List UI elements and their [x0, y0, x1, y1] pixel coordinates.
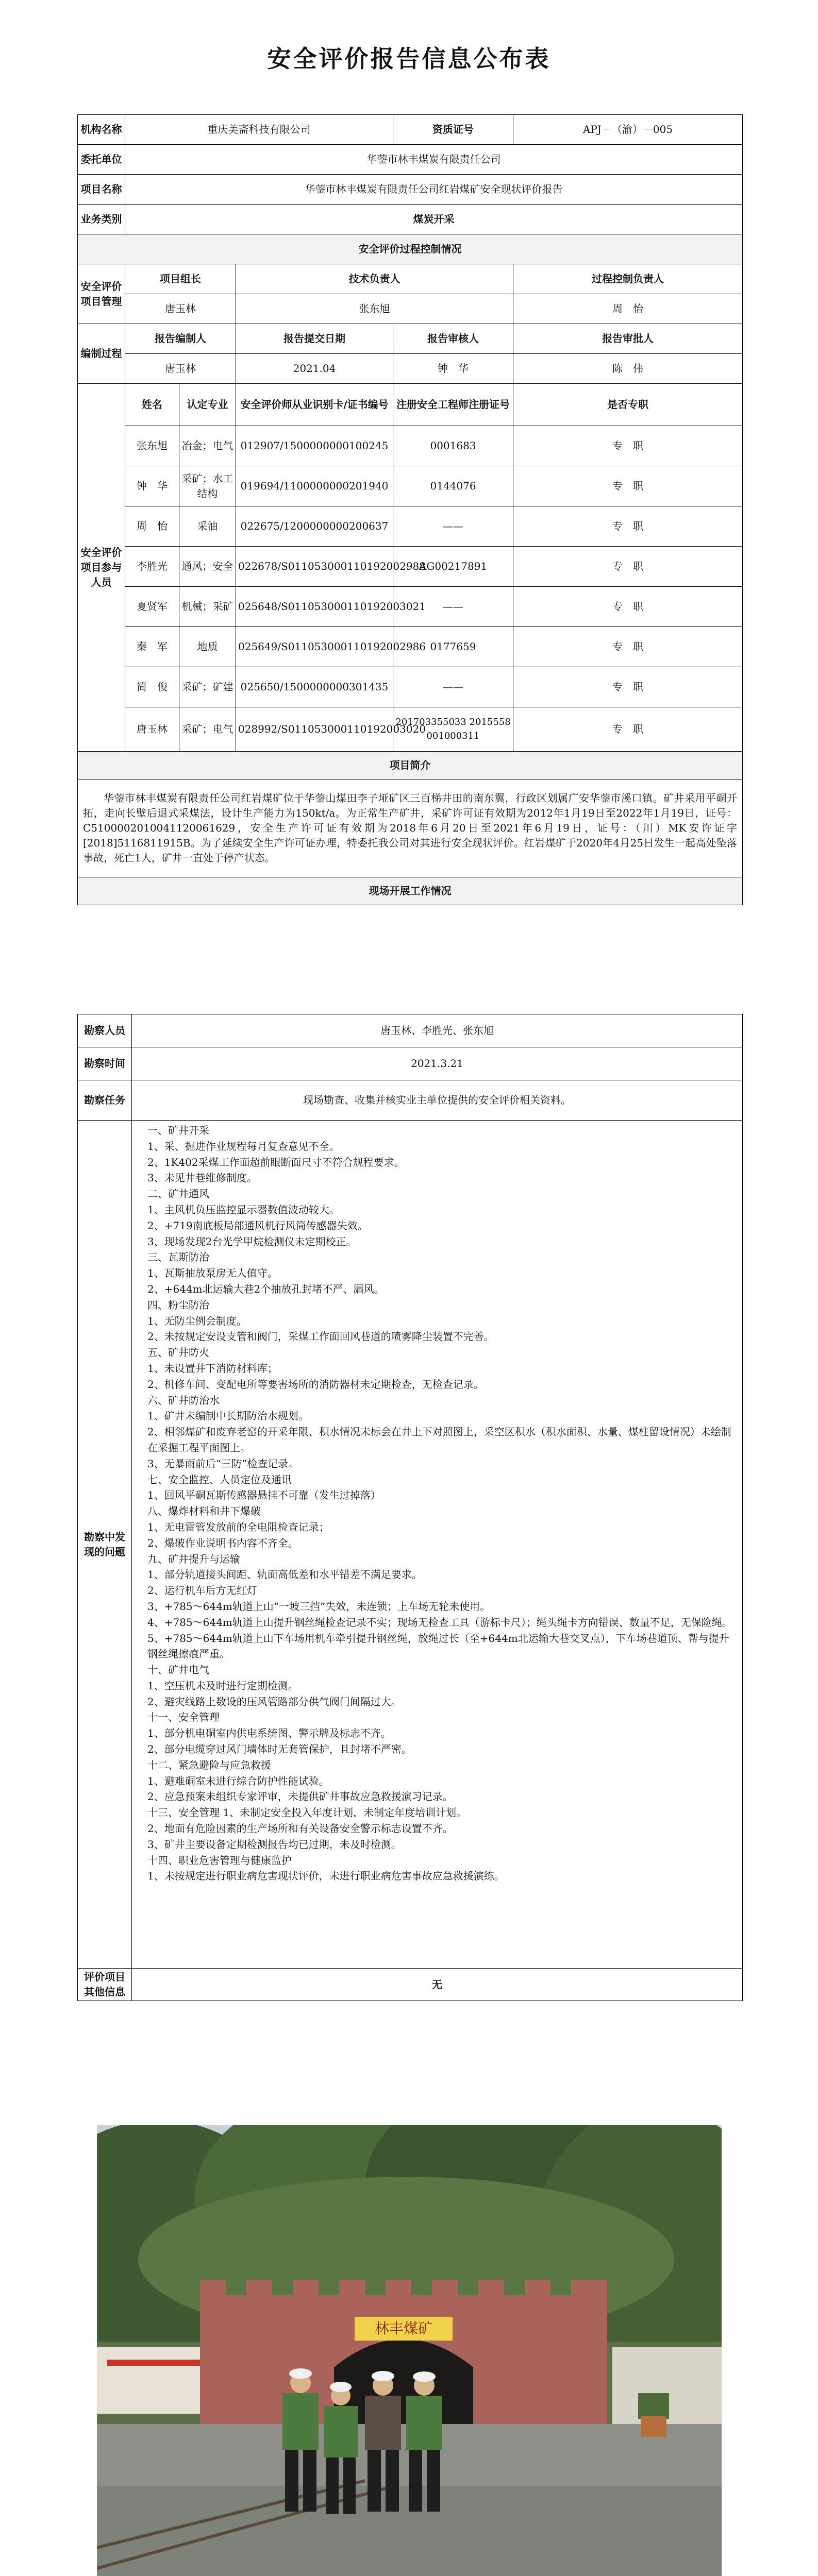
qual-label: 资质证号 [393, 115, 513, 145]
biz-label: 业务类别 [78, 205, 125, 234]
reviewer-label: 报告审核人 [393, 324, 513, 354]
person-full: 专 职 [513, 707, 743, 752]
issue-line: 1、未按规定进行职业病危害现状评价，未进行职业病危害事故应急救援演练。 [147, 1870, 505, 1883]
issue-line: 三、瓦斯防治 [147, 1251, 209, 1264]
biz-value: 煤炭开采 [125, 205, 743, 234]
issue-line: 2、+719南底板局部通风机行风筒传感器失效。 [147, 1219, 368, 1232]
survey-task-label: 勘察任务 [78, 1080, 132, 1121]
leader-label: 项目组长 [125, 264, 236, 294]
person-full: 专 职 [513, 547, 743, 587]
client-label: 委托单位 [78, 145, 125, 175]
issue-line: 5、+785～644m轨道上山下车场用机车牵引提升钢丝绳，放绳过长（至+644m北运输大巷交叉点），下车场巷道顶、帮与提升钢丝绳擦痕严重。 [147, 1632, 729, 1660]
col-full-header: 是否专职 [513, 384, 743, 426]
issue-line: 2、未按规定安设支管和阀门，采煤工作面回风巷道的喷雾降尘装置不完善。 [147, 1330, 494, 1343]
submit-date-label: 报告提交日期 [236, 324, 393, 354]
issue-line: 1、采、掘进作业规程每月复查意见不全。 [147, 1140, 340, 1153]
person-full: 专 职 [513, 466, 743, 506]
issue-line: 2、应急预案未组织专家评审，未提供矿井事故应急救援演习记录。 [147, 1790, 453, 1803]
person-cert: 025650/1500000000301435 [236, 667, 393, 707]
writer-value: 唐玉林 [125, 354, 236, 384]
survey-task-value: 现场勘查、收集并核实业主单位提供的安全评价相关资料。 [132, 1080, 743, 1121]
issue-line: 六、矿井防治水 [147, 1394, 220, 1406]
person-reg: —— [393, 667, 513, 707]
col-reg-header: 注册安全工程师注册证号 [393, 384, 513, 426]
person-full: 专 职 [513, 426, 743, 466]
issue-line: 3、+785～644m轨道上山“一坡三挡”失效，未连锁；上车场无轮未使用。 [147, 1600, 491, 1613]
pm-label: 安全评价项目管理 [78, 264, 125, 324]
intro-text: 华蓥市林丰煤炭有限责任公司红岩煤矿位于华蓥山煤田李子垭矿区三百梯井田的南东翼，行政区划属广安华蓥市溪口镇。矿井采用平硐开拓，走向长壁后退式采煤法，设计生产能力为150kt/a。为正常生产矿井，采矿许可证有效期为2012年1月19日至2022年1月19日，证号：C5100002010041120061629，安全生产许可证有效期为2018年6月20日至2021年6月19日，证号：（川）MK安许证字[2018]5116811915B。为了延续安全生产许可证办理，特委托我公司对其进行安全现状评价。红岩煤矿于2020年4月25日发生一起高处坠落事故，死亡1人，矿井一直处于停产状态。 [78, 779, 743, 877]
issue-line: 2、1K402采煤工作面超前眼断面尺寸不符合规程要求。 [147, 1156, 405, 1168]
leader-value: 唐玉林 [125, 294, 236, 324]
org-label: 机构名称 [78, 115, 125, 145]
org-value: 重庆美斋科技有限公司 [125, 115, 393, 145]
col-cert-header: 安全评价师从业识别卡/证书编号 [236, 384, 393, 426]
person-reg: 0177659 [393, 627, 513, 667]
issue-line: 一、矿井开采 [147, 1124, 209, 1137]
participants-label: 安全评价项目参与人员 [78, 384, 125, 752]
issue-line: 3、无暴雨前后“三防”检查记录。 [147, 1457, 299, 1470]
issue-line: 1、未设置井下消防材料库； [147, 1362, 278, 1375]
issue-line: 1、无防尘例会制度。 [147, 1314, 247, 1327]
person-full: 专 职 [513, 667, 743, 707]
issue-line: 五、矿井防火 [147, 1346, 209, 1359]
person-cert: 025649/S011053000110192002986 [236, 627, 393, 667]
project-value: 华蓥市林丰煤炭有限责任公司红岩煤矿安全现状评价报告 [125, 175, 743, 205]
person-row [78, 707, 743, 752]
issue-line: 1、空压机未及时进行定期检测。 [147, 1679, 298, 1692]
issue-line: 十、矿井电气 [147, 1664, 209, 1676]
issue-line: 十二、紧急避险与应急救援 [147, 1758, 271, 1771]
person-full: 专 职 [513, 627, 743, 667]
issue-line: 4、+785～644m轨道上山提升钢丝绳检查记录不实；现场无检查工具（游标卡尺）；绳头绳卡方向错误、数量不足，无保险绳。 [147, 1616, 732, 1629]
person-cert: 022678/S011053000110192002988 [236, 547, 393, 587]
tech-label: 技术负责人 [236, 264, 513, 294]
person-row [78, 587, 743, 627]
other-label: 评价项目其他信息 [78, 1969, 132, 2001]
person-row [78, 627, 743, 667]
issue-line: 1、主风机负压监控显示器数值波动较大。 [147, 1203, 340, 1216]
person-full: 专 职 [513, 587, 743, 627]
person-row [78, 506, 743, 547]
qual-value: APJ－（渝）－005 [513, 115, 743, 145]
other-value: 无 [132, 1969, 743, 2001]
person-name: 简 俊 [125, 667, 179, 707]
issue-line: 2、部分电缆穿过风门墙体时无套管保护，且封堵不严密。 [147, 1743, 412, 1756]
issue-line: 1、矿井未编制中长期防治水规划。 [147, 1410, 309, 1422]
issue-line: 四、粉尘防治 [147, 1298, 209, 1311]
person-reg: —— [393, 506, 513, 547]
person-major: 采油 [179, 506, 236, 547]
person-name: 夏贤军 [125, 587, 179, 627]
issue-line: 八、爆炸材料和井下爆破 [147, 1505, 261, 1518]
approver-value: 陈 伟 [513, 354, 743, 384]
person-cert: 025648/S011053000110192003021 [236, 587, 393, 627]
info-table [77, 114, 743, 905]
person-major: 采矿；电气 [179, 707, 236, 752]
person-major: 采矿；矿建 [179, 667, 236, 707]
issue-line: 2、避灾线路上数设的压风管路部分供气阀门间隔过大。 [147, 1695, 402, 1708]
issue-line: 十一、安全管理 [147, 1711, 220, 1724]
issue-line: 七、安全监控、人员定位及通讯 [147, 1473, 292, 1486]
approver-label: 报告审批人 [513, 324, 743, 354]
issue-line: 3、现场发现2台光学甲烷检测仪未定期校正。 [147, 1235, 357, 1248]
person-cert: 022675/1200000000200637 [236, 506, 393, 547]
person-reg: 0001683 [393, 426, 513, 466]
project-label: 项目名称 [78, 175, 125, 205]
survey-time-value: 2021.3.21 [132, 1047, 743, 1080]
writer-label: 报告编制人 [125, 324, 236, 354]
client-value: 华蓥市林丰煤炭有限责任公司 [125, 145, 743, 175]
person-reg: AG00217891 [393, 547, 513, 587]
issue-line: 十四、职业危害管理与健康监护 [147, 1854, 292, 1867]
issue-line: 2、地面有危险因素的生产场所和有关设备安全警示标志设置不齐。 [147, 1822, 453, 1835]
photo-sign-text: 林丰煤矿 [374, 2320, 433, 2337]
issue-line: 1、回风平硐瓦斯传感器悬挂不可靠（发生过掉落） [147, 1489, 381, 1502]
issues-label: 勘察中发现的问题 [78, 1121, 132, 1969]
person-row [78, 547, 743, 587]
person-major: 冶金；电气 [179, 426, 236, 466]
person-name: 周 怡 [125, 506, 179, 547]
page-title: 安全评价报告信息公布表 [267, 45, 551, 73]
field-header: 现场开展工作情况 [78, 877, 743, 905]
issues-list [132, 1121, 743, 1969]
issue-line: 2、+644m北运输大巷2个抽放孔封堵不严、漏风。 [147, 1282, 385, 1295]
surveyor-value: 唐玉林、李胜光、张东旭 [132, 1014, 743, 1047]
issue-line: 1、部分轨道接头间距、轨面高低差和水平错差不满足要求。 [147, 1568, 422, 1581]
issue-line: 九、矿井提升与运输 [147, 1552, 240, 1565]
field-table [77, 1014, 743, 2001]
col-major-header: 认定专业 [179, 384, 236, 426]
person-name: 李胜光 [125, 547, 179, 587]
issue-line: 二、矿井通风 [147, 1188, 209, 1200]
person-row [78, 466, 743, 506]
person-major: 采矿；水工结构 [179, 466, 236, 506]
intro-header: 项目简介 [78, 752, 743, 779]
compile-label: 编制过程 [78, 324, 125, 384]
issue-line: 3、矿井主要设备定期检测报告均已过期，未及时检测。 [147, 1838, 402, 1851]
person-full: 专 职 [513, 506, 743, 547]
person-name: 钟 华 [125, 466, 179, 506]
issue-line: 2、运行机车后方无红灯 [147, 1584, 257, 1597]
person-reg: —— [393, 587, 513, 627]
person-cert: 012907/1500000000100245 [236, 426, 393, 466]
issue-line: 十三、安全管理 1、未制定安全投入年度计划，未制定年度培训计划。 [147, 1806, 467, 1819]
person-major: 地质 [179, 627, 236, 667]
survey-time-label: 勘察时间 [78, 1047, 132, 1080]
issue-line: 1、无电雷管发放前的全电阻检查记录； [147, 1520, 329, 1533]
submit-date-value: 2021.04 [236, 354, 393, 384]
issue-line: 1、避难硐室未进行综合防护性能试验。 [147, 1774, 329, 1787]
person-name: 张东旭 [125, 426, 179, 466]
person-major: 机械；采矿 [179, 587, 236, 627]
issue-line: 1、部分机电硐室内供电系统图、警示牌及标志不齐。 [147, 1727, 391, 1740]
person-cert: 028992/S011053000110192003020 [236, 707, 393, 752]
issue-line: 3、未见井巷维修制度。 [147, 1172, 257, 1184]
person-cert: 019694/1100000000201940 [236, 466, 393, 506]
person-reg: 201703355033 2015558001000311 [393, 707, 513, 752]
procctrl-value: 周 怡 [513, 294, 743, 324]
issue-line: 2、机修车间、变配电所等要害场所的消防器材未定期检查，无检查记录。 [147, 1378, 484, 1391]
procctrl-label: 过程控制负责人 [513, 264, 743, 294]
process-header: 安全评价过程控制情况 [78, 234, 743, 264]
person-reg: 0144076 [393, 466, 513, 506]
col-name-header: 姓名 [125, 384, 179, 426]
surveyor-label: 勘察人员 [78, 1014, 132, 1047]
person-major: 通风；安全 [179, 547, 236, 587]
person-name: 唐玉林 [125, 707, 179, 752]
issue-line: 2、爆破作业说明书内容不齐全。 [147, 1536, 298, 1549]
reviewer-value: 钟 华 [393, 354, 513, 384]
person-row [78, 667, 743, 707]
person-row [78, 426, 743, 466]
person-name: 秦 军 [125, 627, 179, 667]
issue-line: 1、瓦斯抽放泵房无人值守。 [147, 1267, 278, 1280]
tech-value: 张东旭 [236, 294, 513, 324]
issue-line: 2、相邻煤矿和废弃老窑的开采年限、积水情况未标会在井上下对照图上，采空区积水（积水面积、水量、煤柱留设情况）未绘制在采掘工程平面图上。 [147, 1426, 731, 1454]
site-photo [97, 2125, 722, 2576]
